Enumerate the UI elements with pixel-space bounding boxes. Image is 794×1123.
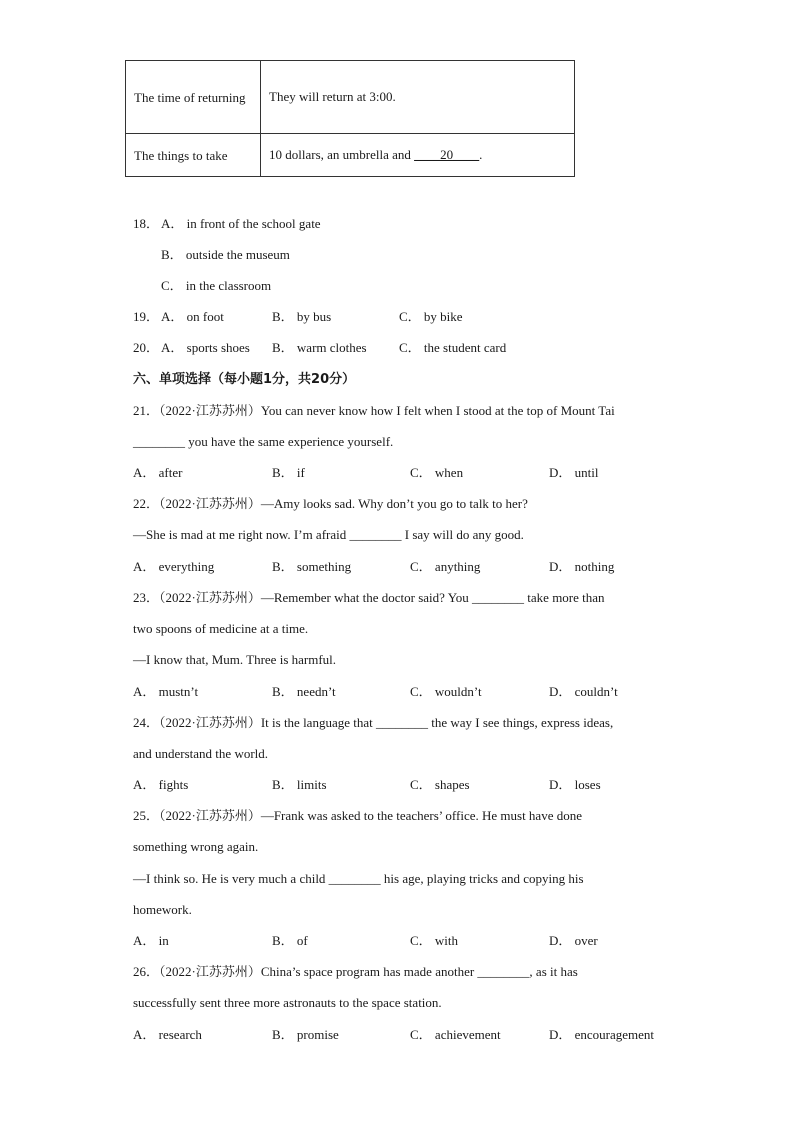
table-label-cell: The time of returning: [126, 61, 261, 134]
question-text: —She is mad at me right now. I’m afraid ________ I say will do any good.: [133, 527, 524, 542]
option-d: D． loses: [549, 777, 601, 792]
option-d: D． until: [549, 465, 599, 480]
question-text: 22．（2022·江苏苏州）—Amy looks sad. Why don’t you go to talk to her?: [133, 496, 528, 511]
option-c: C． anything: [410, 559, 481, 574]
option-c: C． wouldn’t: [410, 684, 482, 699]
option-c: C． shapes: [410, 777, 470, 792]
option-a: A． on foot: [161, 309, 224, 324]
question-text: two spoons of medicine at a time.: [133, 621, 309, 636]
question-text: 23．（2022·江苏苏州）—Remember what the doctor said? You ________ take more than: [133, 590, 605, 605]
option-c: C． in the classroom: [161, 278, 272, 293]
option-c: C． achievement: [410, 1027, 501, 1042]
question-text: 25．（2022·江苏苏州）—Frank was asked to the teachers’ office. He must have done: [133, 808, 582, 823]
option-d: D． nothing: [549, 559, 615, 574]
question-number: 18．: [133, 216, 160, 231]
value-prefix: 10 dollars, an umbrella and: [269, 147, 415, 162]
question-text: —I think so. He is very much a child ________ his age, playing tricks and copying his: [133, 871, 584, 886]
option-b: B． limits: [272, 777, 327, 792]
question-number: 19．: [133, 309, 160, 324]
option-a: A． fights: [133, 777, 189, 792]
option-b: B． by bus: [272, 309, 332, 324]
question-text: —I know that, Mum. Three is harmful.: [133, 652, 337, 667]
option-c: C． the student card: [399, 340, 507, 355]
option-a: A． mustn’t: [133, 684, 199, 699]
option-d: D． couldn’t: [549, 684, 618, 699]
question-text: 21．（2022·江苏苏州）You can never know how I felt when I stood at the top of Mount Tai: [133, 403, 615, 418]
section-title: 六、单项选择（每小题1分，共20分）: [133, 372, 356, 387]
option-a: A． in: [133, 933, 169, 948]
option-b: B． outside the museum: [161, 247, 290, 262]
option-a: A． in front of the school gate: [161, 216, 321, 231]
option-d: D． over: [549, 933, 598, 948]
option-b: B． of: [272, 933, 308, 948]
question-text: something wrong again.: [133, 839, 259, 854]
option-c: C． with: [410, 933, 459, 948]
option-c: C． by bike: [399, 309, 463, 324]
question-text: 26．（2022·江苏苏州）China’s space program has made another ________, as it has: [133, 964, 578, 979]
table-value-cell: [261, 134, 575, 177]
table-row: [126, 134, 575, 177]
answer-blank: ____20____: [414, 147, 480, 162]
table-value-cell: They will return at 3:00.: [261, 61, 575, 134]
option-b: B． promise: [272, 1027, 339, 1042]
option-d: D． encouragement: [549, 1027, 655, 1042]
question-text: ________ you have the same experience yourself.: [133, 434, 394, 449]
option-c: C． when: [410, 465, 464, 480]
question-text: 24．（2022·江苏苏州）It is the language that ________ the way I see things, express ideas,: [133, 715, 614, 730]
question-number: 20．: [133, 340, 160, 355]
option-b: B． if: [272, 465, 305, 480]
question-text: and understand the world.: [133, 746, 269, 761]
option-a: A． sports shoes: [161, 340, 250, 355]
option-a: A． research: [133, 1027, 202, 1042]
option-a: A． after: [133, 465, 183, 480]
table-row: [126, 61, 575, 134]
question-text: homework.: [133, 902, 192, 917]
option-b: B． warm clothes: [272, 340, 367, 355]
value-suffix: .: [479, 147, 483, 162]
question-text: successfully sent three more astronauts to the space station.: [133, 995, 442, 1010]
table-label-cell: The things to take: [126, 134, 261, 177]
option-a: A． everything: [133, 559, 215, 574]
option-b: B． something: [272, 559, 352, 574]
info-table: [125, 60, 575, 177]
option-b: B． needn’t: [272, 684, 336, 699]
